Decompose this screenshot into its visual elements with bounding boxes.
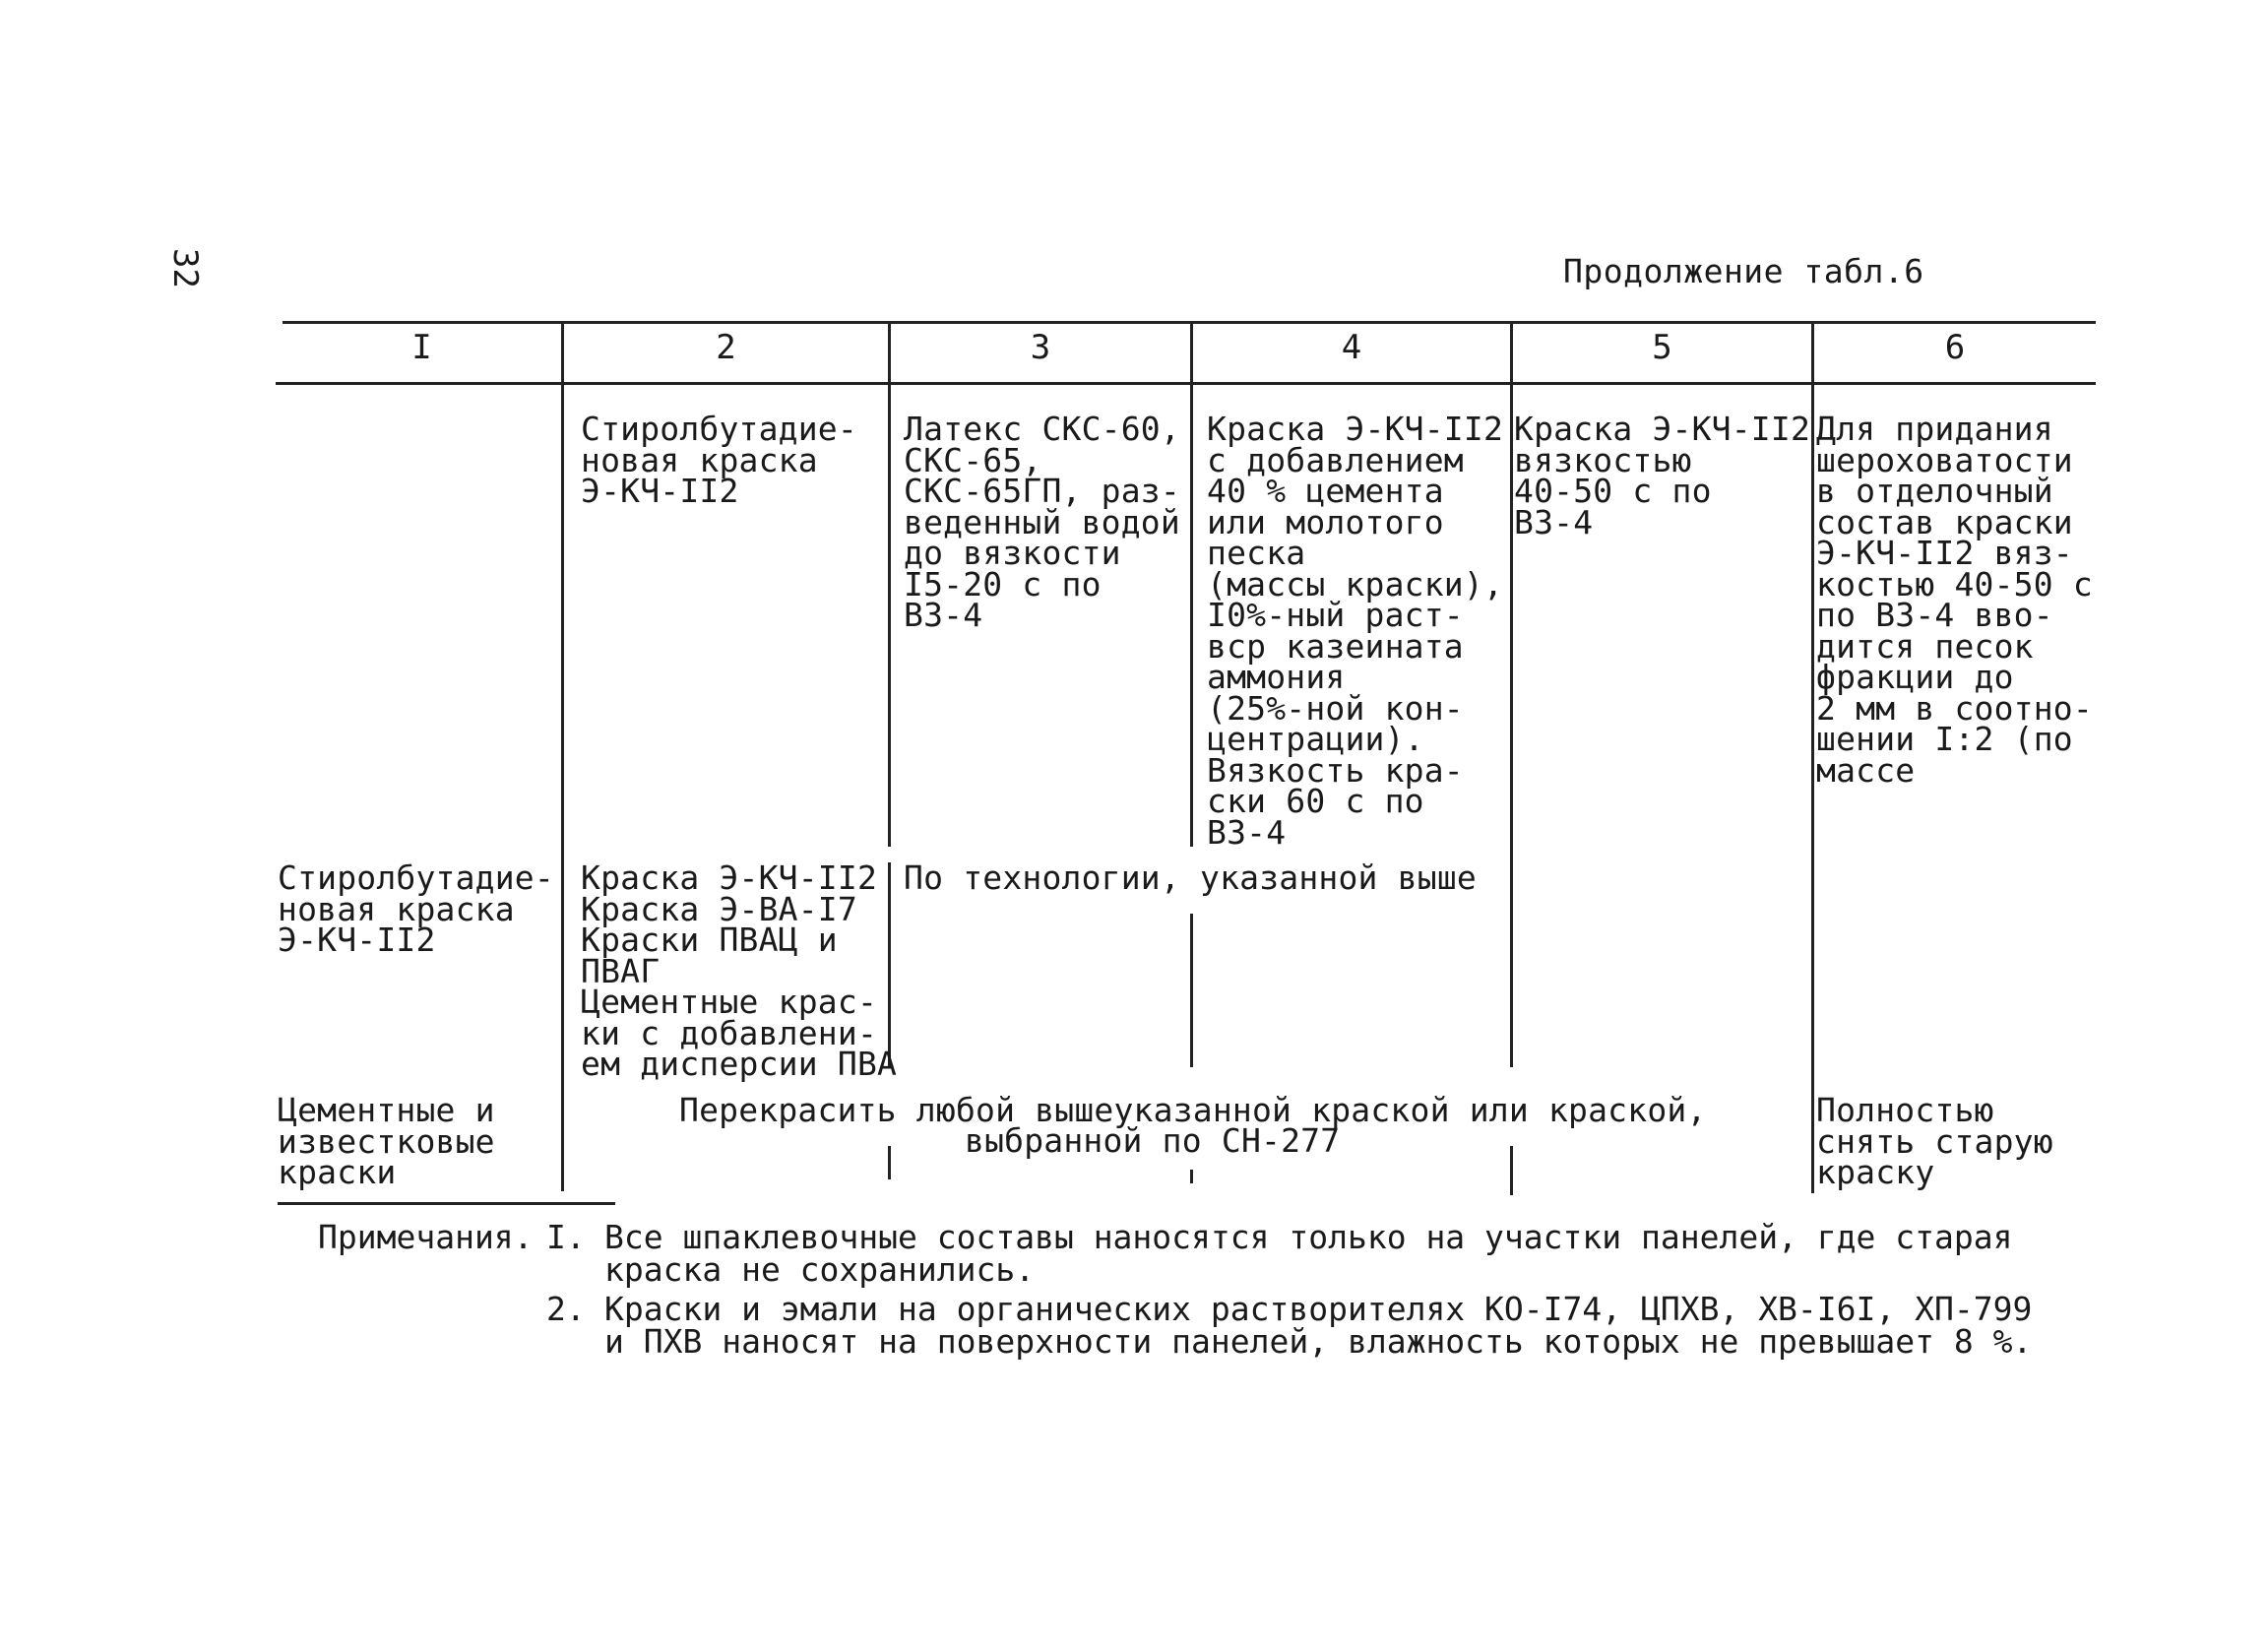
header-cell: 3 bbox=[1030, 328, 1051, 367]
note-text: Краски и эмали на органических растворителях КО-I74, ЦПХВ, ХВ-I6I, ХП-799 и ПХВ наносят на поверхности панелей, влажность которых не превышает 8 %. bbox=[604, 1290, 2033, 1361]
header-cell: 5 bbox=[1652, 328, 1672, 367]
page-number: 32 bbox=[165, 248, 205, 288]
column-divider bbox=[1811, 384, 1814, 1193]
table-cell: Краска Э-КЧ-II2 Краска Э-ВА-I7 Краски ПВАЦ и ПВАГ Цементные крас- ки с добавлени- ем дисперсии ПВА bbox=[581, 858, 898, 1083]
header-cell: 4 bbox=[1341, 328, 1362, 367]
table-cell: Латекс СКС-60, СКС-65, СКС-65ГП, раз- веденный водой до вязкости I5-20 с по ВЗ-4 bbox=[904, 410, 1180, 634]
column-divider bbox=[888, 384, 891, 847]
table-cell: Стиролбутадие- новая краска Э-КЧ-II2 bbox=[278, 858, 554, 959]
table-cell: выбранной по СН-277 bbox=[965, 1121, 1341, 1160]
table-bottom-rule bbox=[278, 1202, 615, 1205]
header-cell: I bbox=[411, 328, 432, 367]
table-caption: Продолжение табл.6 bbox=[1563, 252, 1924, 290]
table-cell: Краска Э-КЧ-II2 вязкостью 40-50 с по ВЗ-4 bbox=[1514, 410, 1811, 541]
column-divider bbox=[888, 1146, 891, 1179]
table-cell: Краска Э-КЧ-II2 с добавлением 40 % цемента или молотого песка (массы краски), I0%-ный раст- вср казеината аммония (25%-ной кон- центрации). Вязкость кра- ски 60 с по ВЗ-4 bbox=[1207, 410, 1504, 852]
table-top-rule bbox=[283, 321, 2096, 324]
table-cell: По технологии, указанной выше bbox=[904, 858, 1477, 897]
column-divider bbox=[1510, 1146, 1513, 1195]
table-cell: Стиролбутадие- новая краска Э-КЧ-II2 bbox=[581, 410, 857, 510]
column-divider bbox=[561, 384, 564, 1191]
note-text: Все шпаклевочные составы наносятся только на участки панелей, где старая краска не сохранились. bbox=[604, 1218, 2013, 1289]
header-bottom-rule bbox=[276, 382, 2096, 385]
column-divider bbox=[1190, 914, 1193, 1067]
column-divider bbox=[1190, 1170, 1193, 1183]
table-cell: Полностью снять старую краску bbox=[1816, 1091, 2053, 1191]
notes-label: Примечания. bbox=[318, 1218, 534, 1256]
column-divider bbox=[1190, 384, 1193, 847]
table-cell: Перекрасить любой вышеуказанной краской или краской, bbox=[679, 1091, 1707, 1129]
note-number: 2. bbox=[546, 1290, 586, 1328]
table-cell: Для придания шероховатости в отделочный состав краски Э-КЧ-II2 вяз- костью 40-50 с по ВЗ-4 вво- дится песок фракции до 2 мм в соотно- шении I:2 (по массе bbox=[1816, 410, 2093, 790]
header-cell: 2 bbox=[716, 328, 736, 367]
note-number: I. bbox=[546, 1218, 586, 1256]
column-divider bbox=[1510, 384, 1513, 1067]
header-cell: 6 bbox=[1944, 328, 1966, 367]
table-cell: Цементные и известковые краски bbox=[278, 1091, 495, 1191]
